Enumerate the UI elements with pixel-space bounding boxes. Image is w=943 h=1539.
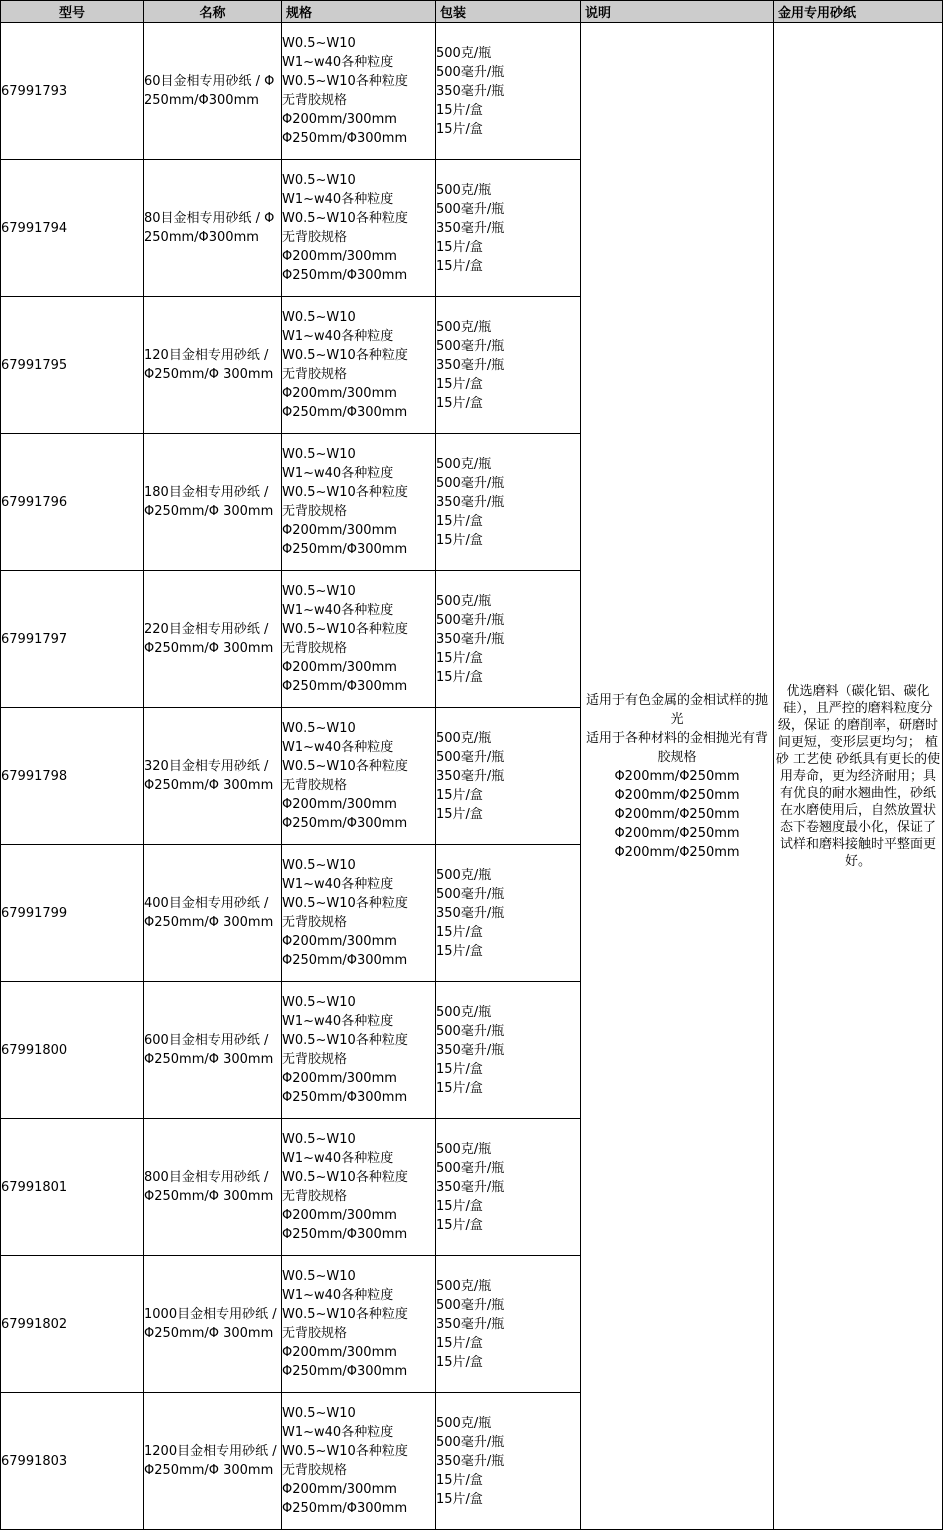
spec-line: 无背胶规格	[282, 93, 348, 108]
name-cell: 180目金相专用砂纸 / Φ250mm/Φ 300mm	[144, 434, 282, 571]
package-line: 15片/盒	[436, 532, 483, 548]
package-line: 500毫升/瓶	[436, 201, 505, 217]
sandpaper-note-cell: 优选磨料（碳化铝、碳化硅），且严控的磨料粒度分级，保证 的磨削率，研磨时间更短，变形层更均匀； 植砂 工艺使 砂纸具有更长的使用寿命，更为经济耐用；具有优良的耐水翘曲性，砂纸在水磨使用后，自然放置状态下卷翘度最小化，保证了试样和磨料接触时平整面更好。	[774, 23, 943, 1530]
package-line: 15片/盒	[436, 1335, 483, 1351]
spec-line: Φ250mm/Φ300mm	[282, 953, 408, 968]
name-cell: 80目金相专用砂纸 / Φ250mm/Φ300mm	[144, 160, 282, 297]
description-line: 适用于各种材料的金相抛光有背胶规格	[585, 730, 768, 765]
spec-line: Φ250mm/Φ300mm	[282, 1090, 408, 1105]
spec-cell	[282, 1393, 436, 1530]
spec-line: W0.5~W10各种粒度	[282, 485, 408, 500]
package-cell	[436, 1256, 581, 1393]
package-cell	[436, 160, 581, 297]
model-cell: 67991793	[1, 23, 144, 160]
package-line: 500毫升/瓶	[436, 64, 505, 80]
spec-line: Φ200mm/300mm	[282, 934, 397, 949]
header-package: 包装	[436, 1, 581, 23]
package-line: 15片/盒	[436, 924, 483, 940]
spec-line: Φ250mm/Φ300mm	[282, 679, 408, 694]
package-line: 500克/瓶	[436, 1141, 492, 1157]
spec-line: 无背胶规格	[282, 230, 348, 245]
description-line: Φ200mm/Φ250mm	[614, 825, 740, 841]
package-line: 500毫升/瓶	[436, 1434, 505, 1450]
package-cell	[436, 297, 581, 434]
spec-line: 无背胶规格	[282, 367, 348, 382]
package-line: 500克/瓶	[436, 456, 492, 472]
spec-line: W0.5~W10各种粒度	[282, 1307, 408, 1322]
description-line: Φ200mm/Φ250mm	[614, 768, 740, 784]
spec-line: Φ200mm/300mm	[282, 1071, 397, 1086]
spec-cell	[282, 434, 436, 571]
spec-line: W0.5~W10	[282, 36, 356, 51]
table-row	[1, 23, 943, 160]
model-cell: 67991794	[1, 160, 144, 297]
spec-line: Φ200mm/300mm	[282, 112, 397, 127]
package-line: 500毫升/瓶	[436, 475, 505, 491]
spec-line: W0.5~W10	[282, 173, 356, 188]
spec-line: W0.5~W10	[282, 995, 356, 1010]
package-line: 15片/盒	[436, 1198, 483, 1214]
spec-line: 无背胶规格	[282, 778, 348, 793]
spec-cell	[282, 1119, 436, 1256]
package-cell	[436, 434, 581, 571]
model-cell: 67991797	[1, 571, 144, 708]
spec-line: 无背胶规格	[282, 1052, 348, 1067]
package-cell	[436, 982, 581, 1119]
spec-line: W0.5~W10各种粒度	[282, 211, 408, 226]
spec-line: W0.5~W10各种粒度	[282, 74, 408, 89]
name-cell: 800目金相专用砂纸 / Φ250mm/Φ 300mm	[144, 1119, 282, 1256]
spec-line: Φ250mm/Φ300mm	[282, 405, 408, 420]
package-line: 500克/瓶	[436, 1415, 492, 1431]
spec-cell	[282, 571, 436, 708]
package-line: 15片/盒	[436, 102, 483, 118]
package-line: 350毫升/瓶	[436, 1453, 505, 1469]
package-line: 15片/盒	[436, 806, 483, 822]
name-cell: 60目金相专用砂纸 / Φ250mm/Φ300mm	[144, 23, 282, 160]
spec-line: W0.5~W10各种粒度	[282, 1170, 408, 1185]
spec-line: Φ200mm/300mm	[282, 660, 397, 675]
package-line: 15片/盒	[436, 1472, 483, 1488]
package-line: 500毫升/瓶	[436, 612, 505, 628]
spec-line: 无背胶规格	[282, 1189, 348, 1204]
package-line: 15片/盒	[436, 1080, 483, 1096]
package-line: 15片/盒	[436, 376, 483, 392]
package-line: 350毫升/瓶	[436, 357, 505, 373]
name-cell: 320目金相专用砂纸 / Φ250mm/Φ 300mm	[144, 708, 282, 845]
spec-cell	[282, 982, 436, 1119]
spec-line: W0.5~W10	[282, 1269, 356, 1284]
model-cell: 67991796	[1, 434, 144, 571]
description-cell	[581, 23, 774, 1530]
package-line: 500克/瓶	[436, 1278, 492, 1294]
package-cell	[436, 845, 581, 982]
name-cell: 400目金相专用砂纸 / Φ250mm/Φ 300mm	[144, 845, 282, 982]
name-cell: 1200目金相专用砂纸 / Φ250mm/Φ 300mm	[144, 1393, 282, 1530]
name-cell: 1000目金相专用砂纸 / Φ250mm/Φ 300mm	[144, 1256, 282, 1393]
package-line: 15片/盒	[436, 239, 483, 255]
spec-line: Φ200mm/300mm	[282, 386, 397, 401]
spec-line: W1~w40各种粒度	[282, 740, 394, 755]
spec-line: W0.5~W10	[282, 447, 356, 462]
package-cell	[436, 1119, 581, 1256]
spec-line: Φ250mm/Φ300mm	[282, 131, 408, 146]
package-line: 15片/盒	[436, 513, 483, 529]
spec-line: W0.5~W10	[282, 584, 356, 599]
header-sandpaper: 金用专用砂纸	[774, 1, 943, 23]
description-line: Φ200mm/Φ250mm	[614, 806, 740, 822]
spec-line: Φ200mm/300mm	[282, 797, 397, 812]
spec-line: W1~w40各种粒度	[282, 466, 394, 481]
package-line: 500毫升/瓶	[436, 1160, 505, 1176]
package-line: 500毫升/瓶	[436, 338, 505, 354]
spec-line: Φ250mm/Φ300mm	[282, 1501, 408, 1516]
package-line: 15片/盒	[436, 258, 483, 274]
spec-cell	[282, 1256, 436, 1393]
spec-line: W1~w40各种粒度	[282, 55, 394, 70]
spec-line: W1~w40各种粒度	[282, 877, 394, 892]
spec-line: W0.5~W10	[282, 1406, 356, 1421]
header-name: 名称	[144, 1, 282, 23]
spec-line: Φ200mm/300mm	[282, 1208, 397, 1223]
description-line: 适用于有色金属的金相试样的抛光	[585, 692, 768, 727]
package-line: 350毫升/瓶	[436, 631, 505, 647]
package-line: 500克/瓶	[436, 730, 492, 746]
spec-line: Φ250mm/Φ300mm	[282, 1227, 408, 1242]
spec-line: W0.5~W10各种粒度	[282, 348, 408, 363]
package-cell	[436, 708, 581, 845]
spec-line: W1~w40各种粒度	[282, 1425, 394, 1440]
spec-line: W0.5~W10	[282, 858, 356, 873]
spec-line: W1~w40各种粒度	[282, 329, 394, 344]
package-line: 15片/盒	[436, 1217, 483, 1233]
package-line: 500克/瓶	[436, 182, 492, 198]
model-cell: 67991802	[1, 1256, 144, 1393]
model-cell: 67991795	[1, 297, 144, 434]
header-spec: 规格	[282, 1, 436, 23]
package-line: 350毫升/瓶	[436, 1316, 505, 1332]
package-line: 500毫升/瓶	[436, 749, 505, 765]
package-line: 500克/瓶	[436, 593, 492, 609]
package-line: 500毫升/瓶	[436, 1023, 505, 1039]
package-line: 350毫升/瓶	[436, 220, 505, 236]
package-line: 350毫升/瓶	[436, 905, 505, 921]
spec-line: Φ250mm/Φ300mm	[282, 1364, 408, 1379]
spec-line: 无背胶规格	[282, 641, 348, 656]
spec-line: W0.5~W10各种粒度	[282, 622, 408, 637]
package-line: 500克/瓶	[436, 1004, 492, 1020]
spec-cell	[282, 160, 436, 297]
package-line: 15片/盒	[436, 1061, 483, 1077]
package-line: 15片/盒	[436, 669, 483, 685]
package-line: 500克/瓶	[436, 319, 492, 335]
spec-line: W0.5~W10	[282, 310, 356, 325]
package-line: 15片/盒	[436, 787, 483, 803]
package-line: 500毫升/瓶	[436, 1297, 505, 1313]
spec-line: Φ200mm/300mm	[282, 1482, 397, 1497]
name-cell: 220目金相专用砂纸 / Φ250mm/Φ 300mm	[144, 571, 282, 708]
package-line: 15片/盒	[436, 121, 483, 137]
spec-line: Φ250mm/Φ300mm	[282, 542, 408, 557]
package-line: 350毫升/瓶	[436, 83, 505, 99]
package-line: 500毫升/瓶	[436, 886, 505, 902]
package-line: 350毫升/瓶	[436, 768, 505, 784]
header-row	[1, 1, 943, 23]
package-line: 15片/盒	[436, 943, 483, 959]
spec-line: W1~w40各种粒度	[282, 1288, 394, 1303]
header-description: 说明	[581, 1, 774, 23]
package-cell	[436, 23, 581, 160]
package-line: 15片/盒	[436, 1491, 483, 1507]
spec-line: 无背胶规格	[282, 1463, 348, 1478]
spec-line: W0.5~W10	[282, 1132, 356, 1147]
description-line: Φ200mm/Φ250mm	[614, 844, 740, 860]
package-cell	[436, 571, 581, 708]
package-line: 15片/盒	[436, 650, 483, 666]
spec-line: W0.5~W10各种粒度	[282, 759, 408, 774]
spec-line: W1~w40各种粒度	[282, 1014, 394, 1029]
spec-line: Φ250mm/Φ300mm	[282, 816, 408, 831]
spec-line: W0.5~W10各种粒度	[282, 1444, 408, 1459]
description-line: Φ200mm/Φ250mm	[614, 787, 740, 803]
model-cell: 67991803	[1, 1393, 144, 1530]
package-line: 15片/盒	[436, 1354, 483, 1370]
package-cell	[436, 1393, 581, 1530]
name-cell: 600目金相专用砂纸 / Φ250mm/Φ 300mm	[144, 982, 282, 1119]
spec-cell	[282, 297, 436, 434]
spec-line: W1~w40各种粒度	[282, 603, 394, 618]
model-cell: 67991798	[1, 708, 144, 845]
spec-line: W0.5~W10各种粒度	[282, 1033, 408, 1048]
package-line: 500克/瓶	[436, 45, 492, 61]
spec-cell	[282, 845, 436, 982]
spec-line: W0.5~W10	[282, 721, 356, 736]
package-line: 350毫升/瓶	[436, 1179, 505, 1195]
package-line: 15片/盒	[436, 395, 483, 411]
spec-line: 无背胶规格	[282, 504, 348, 519]
spec-line: 无背胶规格	[282, 915, 348, 930]
table-body	[1, 23, 943, 1530]
package-line: 500克/瓶	[436, 867, 492, 883]
spec-line: W0.5~W10各种粒度	[282, 896, 408, 911]
model-cell: 67991800	[1, 982, 144, 1119]
name-cell: 120目金相专用砂纸 / Φ250mm/Φ 300mm	[144, 297, 282, 434]
spec-cell	[282, 23, 436, 160]
spec-line: W1~w40各种粒度	[282, 192, 394, 207]
model-cell: 67991799	[1, 845, 144, 982]
spec-line: W1~w40各种粒度	[282, 1151, 394, 1166]
package-line: 350毫升/瓶	[436, 494, 505, 510]
spec-line: Φ200mm/300mm	[282, 523, 397, 538]
spec-line: Φ200mm/300mm	[282, 249, 397, 264]
spec-line: Φ200mm/300mm	[282, 1345, 397, 1360]
package-line: 350毫升/瓶	[436, 1042, 505, 1058]
model-cell: 67991801	[1, 1119, 144, 1256]
header-model: 型号	[1, 1, 144, 23]
spec-line: Φ250mm/Φ300mm	[282, 268, 408, 283]
spec-cell	[282, 708, 436, 845]
spec-line: 无背胶规格	[282, 1326, 348, 1341]
